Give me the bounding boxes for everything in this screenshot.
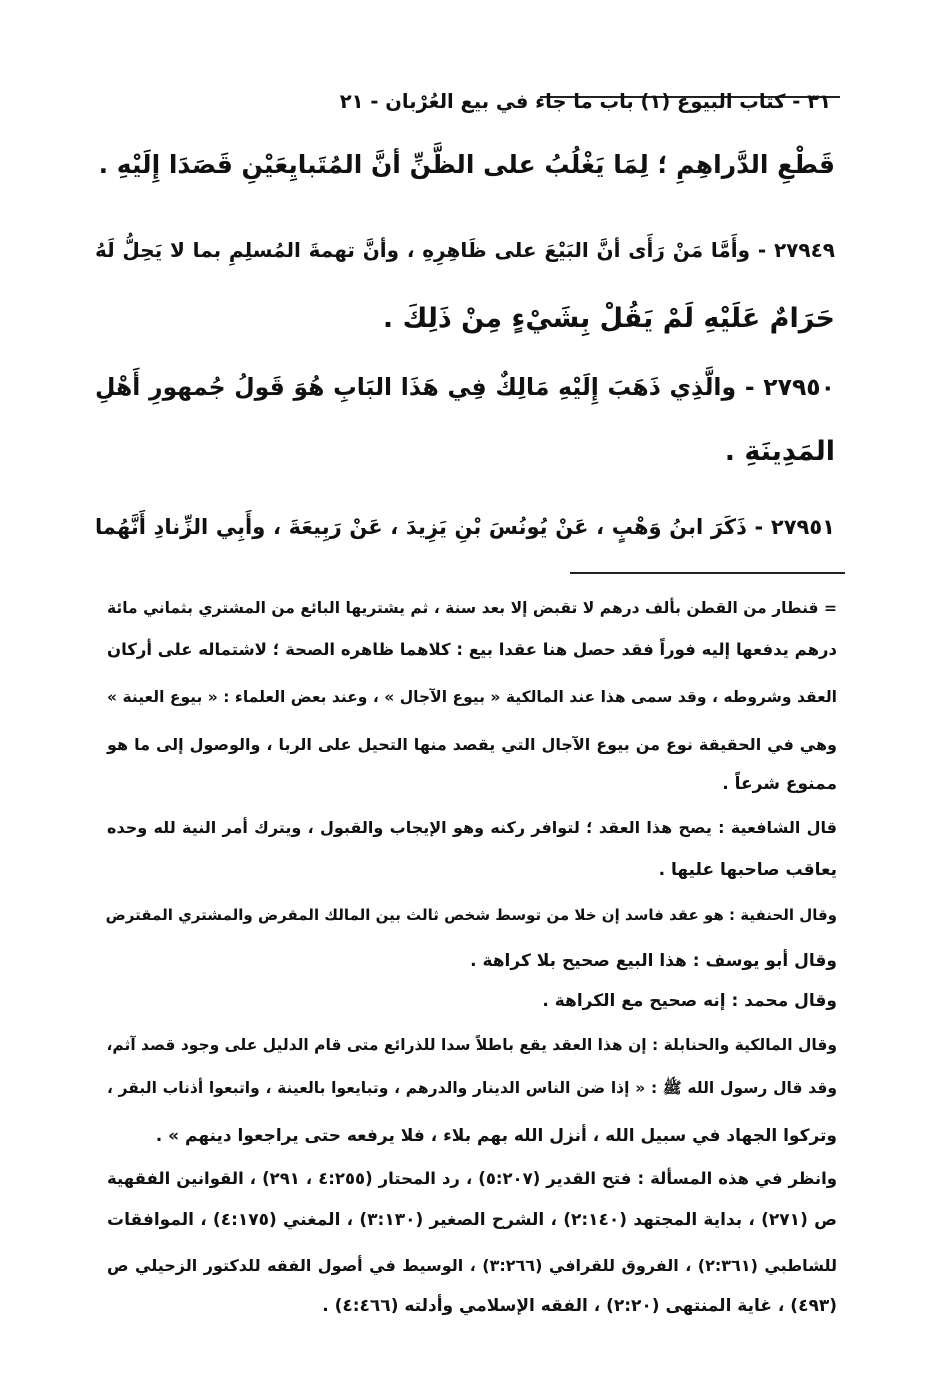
footnote-line-5: ممنوع شرعاً . [722, 774, 837, 794]
footnote-rule [570, 572, 845, 574]
main-line-4: ٢٧٩٥٠ - والَّذِي ذَهَبَ إِلَيْهِ مَالِكٌ فِي هَذَا البَابِ هُوَ قَولُ جُمهورِ أَهْلِ [95, 373, 835, 401]
footnote-line-11: وقال المالكية والحنابلة : إن هذا العقد يقع باطلاً سدا للذرائع متى قام الدليل على وجود قصد آثم، [106, 1036, 837, 1054]
footnote-line-3: العقد وشروطه ، وقد سمى هذا عند المالكية « بيوع الآجال » ، وعند بعض العلماء : « بيوع العينة » [107, 688, 837, 706]
main-line-5: المَدِينَةِ . [724, 436, 835, 467]
footnote-line-8: وقال الحنفية : هو عقد فاسد إن خلا من توسط شخص ثالث بين المالك المقرض والمشتري المقترض [105, 906, 837, 924]
footnote-line-15: ص (٢٧١) ، بداية المجتهد (٢:١٤٠) ، الشرح الصغير (٣:١٣٠) ، المغني (٤:١٧٥) ، الموافقات [107, 1210, 837, 1230]
footnote-line-12: وقد قال رسول الله ﷺ : « إذا ضن الناس الدينار والدرهم ، وتبايعوا بالعينة ، واتبعوا أذناب البقر ، [107, 1079, 837, 1097]
footnote-line-16: للشاطبي (٢:٣٦١) ، الفروق للقرافي (٣:٢٦٦) ، الوسيط في أصول الفقه للدكتور الزحيلي ص [107, 1256, 838, 1275]
footnote-line-6: قال الشافعية : يصح هذا العقد ؛ لتوافر ركنه وهو الإيجاب والقبول ، ويترك أمر النية لله وحده [107, 818, 837, 837]
footnote-line-10: وقال محمد : إنه صحيح مع الكراهة . [542, 991, 837, 1011]
main-line-2: ٢٧٩٤٩ - وأَمَّا مَنْ رَأَى أنَّ البَيْعَ على ظَاهِرِهِ ، وأنَّ تهمةَ المُسلِمِ بما لا يَحِلُّ لَهُ [95, 238, 835, 262]
footnote-line-17: (٤٩٣) ، غاية المنتهى (٢:٢٠) ، الفقه الإسلامي وأدلته (٤:٤٦٦) . [322, 1296, 837, 1316]
main-line-6: ٢٧٩٥١ - ذَكَرَ ابنُ وَهْبٍ ، عَنْ يُونُسَ بْنِ يَزِيدَ ، عَنْ رَبِيعَةَ ، وأَبِي الزِّنادِ أَنَّهُما [95, 515, 835, 539]
main-line-1: قَطْعِ الدَّراهِمِ ؛ لِمَا يَغْلُبُ على الظَّنِّ أنَّ المُتَبايِعَيْنِ قَصَدَا إِلَيْهِ . [98, 150, 835, 179]
footnote-line-14: وانظر في هذه المسألة : فتح القدير (٥:٢٠٧) ، رد المحتار (٤:٢٥٥ ، ٢٩١) ، القوانين الفقهية [107, 1169, 837, 1188]
footnote-line-1: = قنطار من القطن بألف درهم لا تقبض إلا بعد سنة ، ثم يشتريها البائع من المشتري بثماني مائة [107, 599, 837, 617]
footnote-line-7: يعاقب صاحبها عليها . [658, 860, 837, 880]
footnote-line-9: وقال أبو يوسف : هذا البيع صحيح بلا كراهة . [470, 951, 837, 971]
footnote-line-4: وهي في الحقيقة نوع من بيوع الآجال التي يقصد منها التحيل على الربا ، والوصول إلى ما هو [107, 735, 837, 754]
footnote-line-2: درهم يدفعها إليه فوراً فقد حصل هنا عقدا بيع : كلاهما ظاهره الصحة ؛ لاشتماله على أركان [107, 640, 837, 659]
main-line-3: حَرَامٌ عَلَيْهِ لَمْ يَقُلْ بِشَيْءٍ مِنْ ذَلِكَ . [382, 303, 835, 334]
running-header: ٣١ - كتاب البيوع (١) باب ما جاء في بيع العُرْبان - ٢١ [339, 90, 831, 113]
footnote-line-13: وتركوا الجهاد في سبيل الله ، أنزل الله بهم بلاء ، فلا يرفعه حتى يراجعوا دينهم » . [155, 1126, 837, 1146]
